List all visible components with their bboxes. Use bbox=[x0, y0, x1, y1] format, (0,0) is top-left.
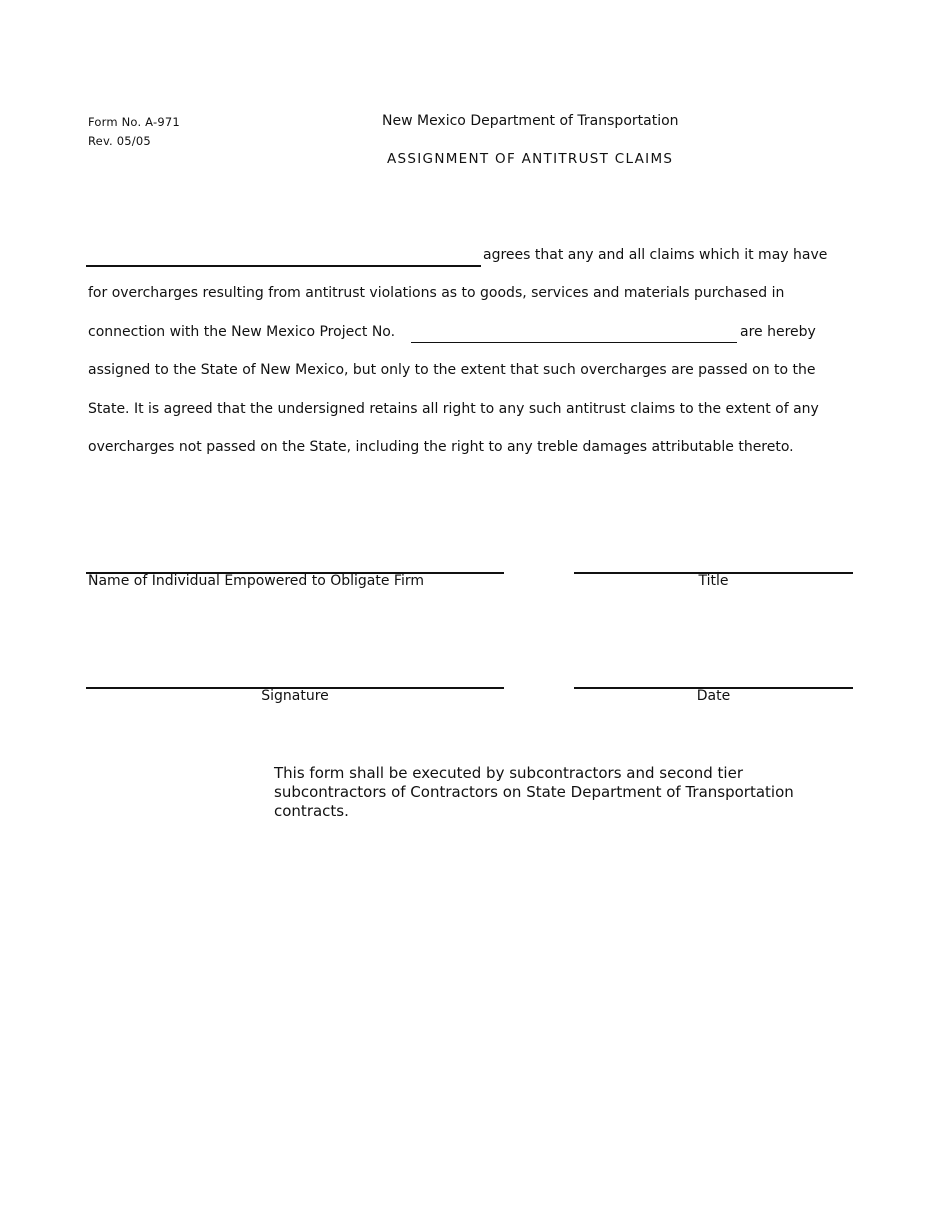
body-line-3-end: are hereby bbox=[740, 324, 816, 340]
body-line-6: overcharges not passed on the State, including the right to any treble damages attributable thereto. bbox=[88, 439, 794, 455]
body-line-1: agrees that any and all claims which it may have bbox=[483, 247, 828, 263]
date-label: Date bbox=[696, 688, 731, 704]
project-number-field[interactable] bbox=[411, 342, 737, 343]
instruction-note: This form shall be executed by subcontractors and second tier subcontractors of Contractors on State Department of Transportation contracts. bbox=[274, 764, 794, 820]
title-label: Title bbox=[698, 573, 729, 589]
form-number: Form No. A-971 bbox=[88, 115, 180, 129]
page-title: ASSIGNMENT OF ANTITRUST CLAIMS bbox=[387, 151, 674, 167]
signature-label: Signature bbox=[261, 688, 329, 704]
body-line-5: State. It is agreed that the undersigned retains all right to any such antitrust claims to the extent of any bbox=[88, 401, 819, 417]
agency-name: New Mexico Department of Transportation bbox=[382, 113, 679, 129]
body-line-2: for overcharges resulting from antitrust violations as to goods, services and materials purchased in bbox=[88, 285, 785, 301]
body-line-4: assigned to the State of New Mexico, but only to the extent that such overcharges are passed on to the bbox=[88, 362, 816, 378]
revision-date: Rev. 05/05 bbox=[88, 134, 151, 148]
firm-name-field[interactable] bbox=[86, 265, 481, 267]
body-line-3-start: connection with the New Mexico Project No. bbox=[88, 324, 396, 340]
name-label: Name of Individual Empowered to Obligate Firm bbox=[88, 573, 425, 589]
